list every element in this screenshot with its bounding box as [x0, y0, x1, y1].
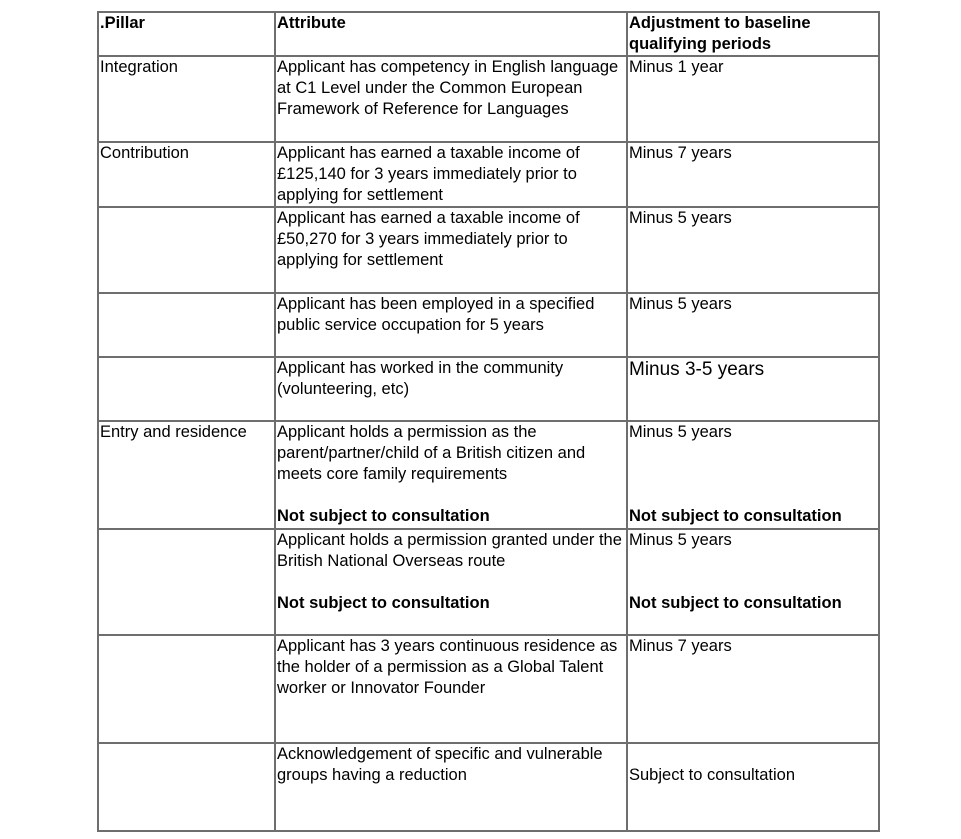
attribute-cell: [275, 529, 627, 635]
adjustment-text: Subject to consultation: [629, 766, 796, 784]
pillar-cell: [98, 529, 275, 635]
adjustment-cell: [627, 743, 879, 831]
pillar-cell: Entry and residence: [98, 421, 275, 529]
adjustment-cell: Minus 5 years: [627, 207, 879, 293]
adjustment-cell: [627, 529, 879, 635]
attribute-cell: Applicant has 3 years continuous residence as the holder of a permission as a Global Talent worker or Innovator Founder: [275, 635, 627, 743]
pillar-cell: [98, 743, 275, 831]
table-row: [98, 357, 879, 421]
pillar-cell: Contribution: [98, 142, 275, 207]
adjustment-cell: Minus 3-5 years: [627, 357, 879, 421]
header-adjustment: Adjustment to baseline qualifying periods: [627, 12, 879, 56]
attribute-text: Applicant holds a permission as the parent/partner/child of a British citizen and meets core family requirements: [277, 423, 586, 483]
pillar-cell: Integration: [98, 56, 275, 142]
header-row: [98, 12, 879, 56]
pillar-cell: [98, 207, 275, 293]
attribute-note: Not subject to consultation: [277, 507, 490, 525]
table-row: [98, 293, 879, 357]
adjustment-text: Minus 5 years: [629, 531, 732, 549]
pillar-cell: [98, 635, 275, 743]
attribute-cell: Applicant has earned a taxable income of £50,270 for 3 years immediately prior to applying for settlement: [275, 207, 627, 293]
attribute-cell: Applicant has earned a taxable income of £125,140 for 3 years immediately prior to applying for settlement: [275, 142, 627, 207]
table-row: [98, 56, 879, 142]
adjustment-cell: Minus 1 year: [627, 56, 879, 142]
table-row: [98, 635, 879, 743]
pillar-cell: [98, 357, 275, 421]
adjustment-note: Not subject to consultation: [629, 507, 842, 525]
adjustment-cell: [627, 421, 879, 529]
attribute-cell: Applicant has competency in English language at C1 Level under the Common European Framework of Reference for Languages: [275, 56, 627, 142]
adjustment-cell: Minus 5 years: [627, 293, 879, 357]
adjustment-cell: Minus 7 years: [627, 142, 879, 207]
settlement-adjustments-table: [97, 11, 880, 832]
attribute-cell: Applicant has worked in the community (volunteering, etc): [275, 357, 627, 421]
adjustment-cell: Minus 7 years: [627, 635, 879, 743]
table-row: [98, 421, 879, 529]
attribute-note: Not subject to consultation: [277, 594, 490, 612]
header-pillar: .Pillar: [98, 12, 275, 56]
header-attribute: Attribute: [275, 12, 627, 56]
attribute-cell: Applicant has been employed in a specified public service occupation for 5 years: [275, 293, 627, 357]
table-row: [98, 207, 879, 293]
adjustment-text: Minus 5 years: [629, 423, 732, 441]
table-row: [98, 142, 879, 207]
attribute-text: Applicant holds a permission granted under the British National Overseas route: [277, 531, 622, 570]
table-row: [98, 743, 879, 831]
table-row: [98, 529, 879, 635]
pillar-cell: [98, 293, 275, 357]
attribute-cell: [275, 421, 627, 529]
adjustment-note: Not subject to consultation: [629, 594, 842, 612]
attribute-cell: Acknowledgement of specific and vulnerable groups having a reduction: [275, 743, 627, 831]
